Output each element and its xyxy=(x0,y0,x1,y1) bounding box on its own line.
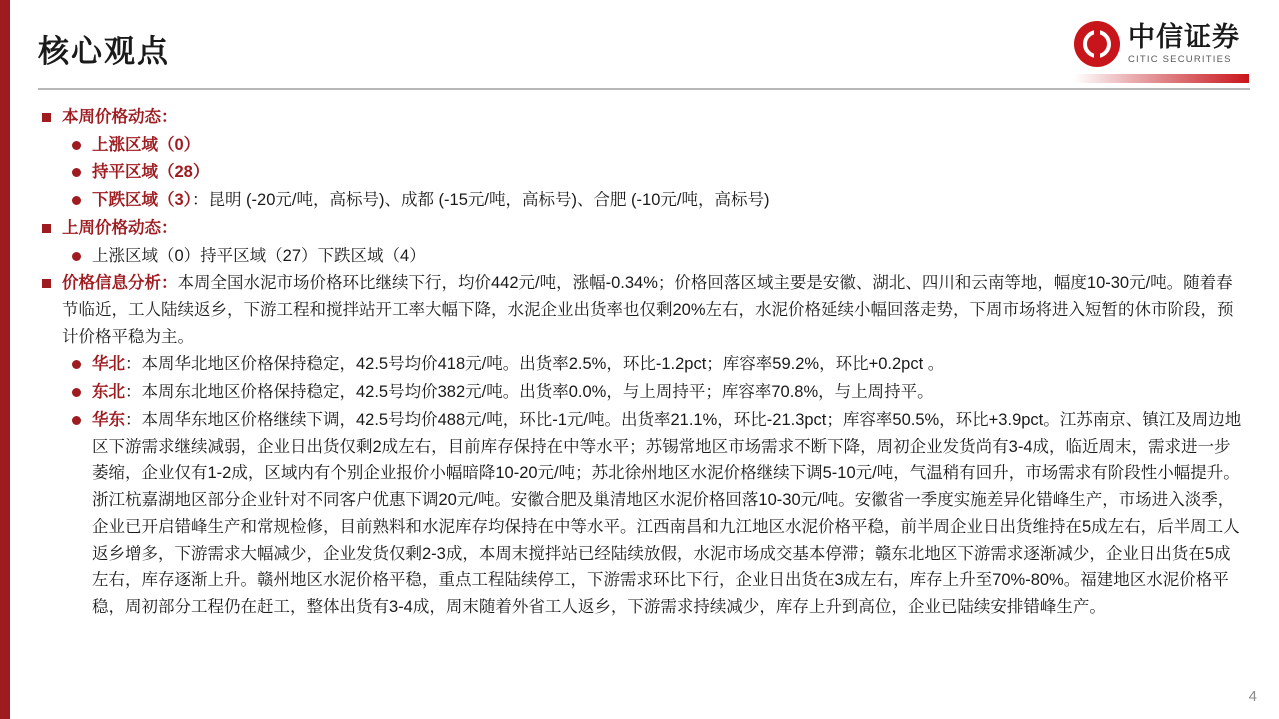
region-item-dongbei xyxy=(40,379,1245,406)
section-heading-weekly-price xyxy=(40,104,1245,131)
section-paragraph: 本周全国水泥市场价格环比继续下行，均价442元/吨，涨幅-0.34%；价格回落区域主要是安徽、湖北、四川和云南等地，幅度10-30元/吨。随着春节临近，工人陆续返乡，下游工程和搅拌站开工率大幅下降，水泥企业出货率也仅剩20%左右，水泥价格延续小幅回落走势，下周市场将进入短暂的休市阶段，预计价格平稳为主。 xyxy=(62,274,1234,346)
item-text: 上涨区域（0）持平区域（27）下跌区域（4） xyxy=(92,246,426,265)
item-label: 下跌区域（3） xyxy=(92,191,192,210)
header-divider xyxy=(38,88,1250,90)
region-label: 华东 xyxy=(92,410,125,429)
round-bullet-icon xyxy=(72,196,81,205)
region-text: ：本周华北地区价格保持稳定，42.5号均价418元/吨。出货率2.5%，环比-1.2pct；库容率59.2%，环比+0.2pct 。 xyxy=(125,355,945,374)
logo-text-block xyxy=(1128,23,1240,64)
item-label: 持平区域（28） xyxy=(92,163,210,182)
section-label: 本周价格动态： xyxy=(62,108,178,126)
region-label: 东北 xyxy=(92,383,125,402)
round-bullet-icon xyxy=(72,388,81,397)
list-item xyxy=(40,132,1245,159)
logo-gradient-underline xyxy=(1074,74,1249,83)
region-text: ：本周东北地区价格保持稳定，42.5号均价382元/吨。出货率0.0%，与上周持平；库容率70.8%，与上周持平。 xyxy=(125,383,934,402)
square-bullet-icon xyxy=(42,113,51,122)
round-bullet-icon xyxy=(72,416,81,425)
page-number: 4 xyxy=(1248,688,1257,705)
list-item xyxy=(40,159,1245,186)
section-label: 价格信息分析： xyxy=(62,274,178,293)
left-accent-bar xyxy=(0,0,10,719)
round-bullet-icon xyxy=(72,141,81,150)
item-text: ：昆明 (-20元/吨，高标号)、成都 (-15元/吨，高标号)、合肥 (-10元/吨，高标号) xyxy=(191,191,770,210)
section-heading-price-analysis xyxy=(40,270,1245,350)
round-bullet-icon xyxy=(72,360,81,369)
region-item-huabei xyxy=(40,351,1245,378)
slide-content xyxy=(40,104,1245,622)
item-label: 上涨区域（0） xyxy=(92,135,201,154)
round-bullet-icon xyxy=(72,252,81,261)
region-label: 华北 xyxy=(92,355,125,374)
page-title: 核心观点 xyxy=(38,34,170,69)
region-item-huadong xyxy=(40,407,1245,621)
list-item xyxy=(40,187,1245,214)
section-heading-lastweek-price xyxy=(40,215,1245,242)
region-text: ：本周华东地区价格继续下调，42.5号均价488元/吨，环比-1元/吨。出货率21.1%，环比-21.3pct；库容率50.5%，环比+3.9pct。江苏南京、镇江及周边地区下游需求继续减弱，企业日出货仅剩2成左右，目前库存保持在中等水平；苏锡常地区市场需求不断下降，周初企业发货尚有3-4成，临近周末，需求进一步萎缩，企业仅有1-2成，区域内有个别企业报价小幅暗降10-20元/吨；苏北徐州地区水泥价格继续下调5-10元/吨，气温稍有回升，市场需求有阶段性小幅提升。浙江杭嘉湖地区部分企业针对不同客户优惠下调20元/吨。安徽合肥及巢清地区水泥价格回落10-30元/吨。安徽省一季度实施差异化错峰生产，市场进入淡季，企业已开启错峰生产和常规检修，目前熟料和水泥库存均保持在中等水平。江西南昌和九江地区水泥价格平稳，前半周企业日出货维持在5成左右，后半周工人返乡增多，下游需求大幅减少，企业发货仅剩2-3成，本周末搅拌站已经陆续放假，水泥市场成交基本停滞；赣东北地区下游需求逐渐减少，企业日出货在5成左右，库存逐渐上升。赣州地区水泥价格平稳，重点工程陆续停工，下游需求环比下行，企业日出货在3成左右，库存上升至70%-80%。福建地区水泥价格平稳，周初部分工程仍在赶工，整体出货有3-4成，周末随着外省工人返乡，下游需求持续减少，库存上升到高位，企业已陆续安排错峰生产。 xyxy=(92,410,1242,616)
list-item xyxy=(40,243,1245,270)
logo-english-name: CITIC SECURITIES xyxy=(1128,53,1232,65)
citic-logo-icon xyxy=(1074,21,1120,67)
section-analysis-block xyxy=(62,270,1245,350)
square-bullet-icon xyxy=(42,279,51,288)
square-bullet-icon xyxy=(42,224,51,233)
logo-chinese-name: 中信证券 xyxy=(1128,22,1240,53)
section-label: 上周价格动态： xyxy=(62,218,178,237)
round-bullet-icon xyxy=(72,168,81,177)
company-logo xyxy=(1074,18,1249,70)
